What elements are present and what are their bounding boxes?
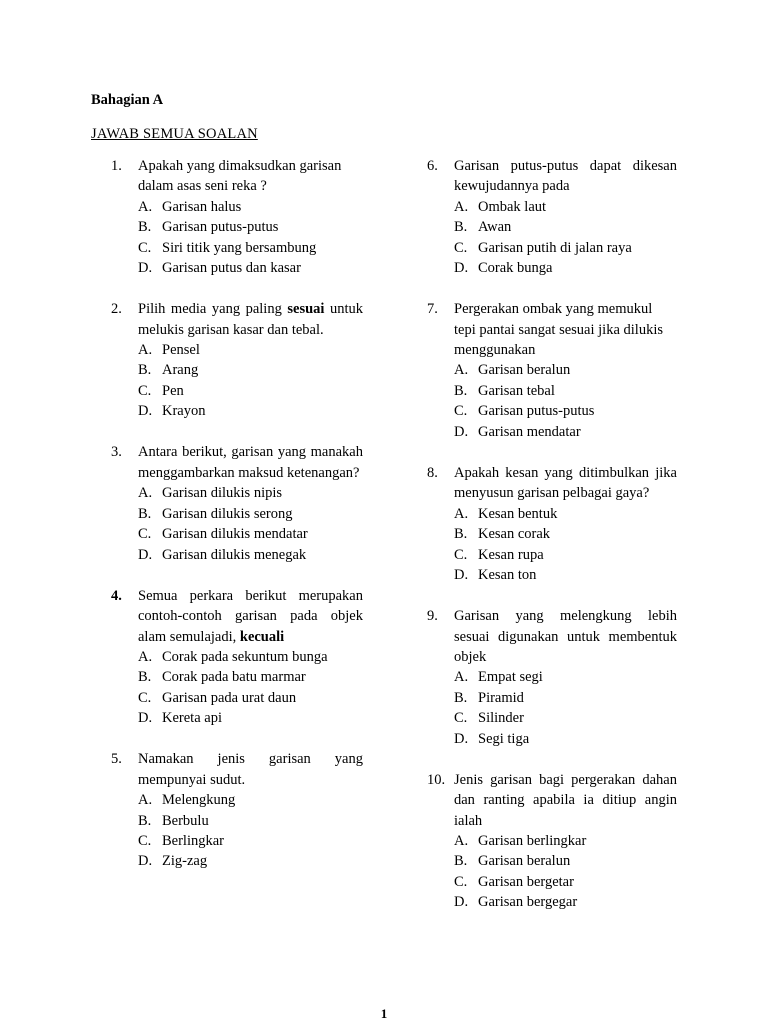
option-a[interactable]: A. Garisan dilukis nipis: [138, 485, 283, 502]
option-c[interactable]: C. Garisan putus-putus: [454, 403, 595, 420]
option-d[interactable]: D. Garisan dilukis menegak: [138, 546, 307, 563]
section-title: Bahagian A: [91, 92, 164, 108]
option-d[interactable]: D. Kereta api: [138, 710, 222, 727]
option-a[interactable]: A. Empat segi: [454, 669, 543, 686]
option-b[interactable]: B. Garisan dilukis serong: [138, 505, 293, 522]
option-c[interactable]: C. Berlingkar: [138, 832, 225, 849]
question-text: Garisan putus-putus dapat dikesan kewujudannya pada: [454, 158, 677, 195]
question-1: [111, 156, 363, 278]
option-c[interactable]: C. Garisan pada urat daun: [138, 689, 297, 706]
question-9: [427, 606, 677, 749]
question-number: 10.: [427, 771, 446, 788]
option-c[interactable]: C. Kesan rupa: [454, 546, 544, 563]
question-number: 9.: [427, 608, 438, 625]
option-c[interactable]: C. Garisan bergetar: [454, 873, 574, 890]
question-text: Garisan yang melengkung lebih sesuai digunakan untuk membentuk objek: [454, 608, 677, 665]
option-d[interactable]: D. Zig-zag: [138, 853, 208, 870]
question-text: Antara berikut, garisan yang manakah menggambarkan maksud ketenangan?: [138, 444, 363, 481]
question-text: Apakah kesan yang ditimbulkan jika menyusun garisan pelbagai gaya?: [454, 464, 677, 502]
option-c[interactable]: C. Pen: [138, 382, 184, 399]
option-d[interactable]: D. Segi tiga: [454, 730, 530, 747]
question-number: 2.: [111, 301, 122, 318]
option-a[interactable]: A. Corak pada sekuntum bunga: [138, 648, 328, 665]
option-d[interactable]: D. Kesan ton: [454, 566, 537, 583]
option-a[interactable]: A. Garisan beralun: [454, 362, 571, 379]
option-b[interactable]: B. Corak pada batu marmar: [138, 669, 306, 686]
question-text: Pilih media yang paling sesuai untuk melukis garisan kasar dan tebal.: [138, 301, 363, 338]
option-b[interactable]: B. Garisan beralun: [454, 853, 571, 870]
option-a[interactable]: A. Kesan bentuk: [454, 505, 558, 522]
question-2: [111, 299, 363, 421]
question-text: Apakah yang dimaksudkan garisan dalam asas seni reka ?: [138, 158, 342, 195]
option-b[interactable]: B. Garisan putus-putus: [138, 219, 279, 236]
question-5: [111, 749, 363, 871]
question-number: 4.: [111, 587, 122, 604]
option-b[interactable]: B. Arang: [138, 362, 199, 379]
option-c[interactable]: C. Siri titik yang bersambung: [138, 239, 317, 256]
question-8: [427, 463, 677, 585]
option-b[interactable]: B. Garisan tebal: [454, 382, 555, 399]
question-number: 1.: [111, 158, 122, 174]
question-number: 6.: [427, 158, 438, 174]
question-6: [427, 156, 677, 278]
question-3: [111, 442, 363, 564]
question-4: [111, 586, 363, 729]
questions-right-column: [427, 156, 677, 933]
question-number: 7.: [427, 301, 438, 318]
option-b[interactable]: B. Berbulu: [138, 812, 209, 829]
option-b[interactable]: B. Kesan corak: [454, 526, 551, 543]
option-c[interactable]: C. Silinder: [454, 710, 524, 727]
question-number: 8.: [427, 464, 438, 481]
option-b[interactable]: B. Piramid: [454, 689, 524, 706]
option-a[interactable]: A. Garisan berlingkar: [454, 832, 587, 849]
page-number: 1: [380, 1006, 388, 1021]
option-d[interactable]: D. Krayon: [138, 403, 206, 420]
option-d[interactable]: D. Corak bunga: [454, 260, 553, 277]
instruction-heading: JAWAB SEMUA SOALAN: [91, 126, 258, 142]
question-number: 3.: [111, 444, 122, 461]
question-10: [427, 770, 677, 913]
option-a[interactable]: A. Garisan halus: [138, 198, 242, 215]
option-a[interactable]: A. Pensel: [138, 342, 200, 359]
option-c[interactable]: C. Garisan dilukis mendatar: [138, 526, 308, 543]
question-text: Jenis garisan bagi pergerakan dahan dan ranting apabila ia ditiup angin ialah: [454, 771, 677, 829]
option-d[interactable]: D. Garisan putus dan kasar: [138, 260, 301, 277]
question-text: Namakan jenis garisan yang mempunyai sudut.: [138, 751, 363, 788]
option-a[interactable]: A. Melengkung: [138, 792, 236, 809]
option-d[interactable]: D. Garisan mendatar: [454, 423, 581, 440]
question-text: Pergerakan ombak yang memukul tepi pantai sangat sesuai jika dilukis menggunakan: [454, 301, 663, 359]
question-text: Semua perkara berikut merupakan contoh-contoh garisan pada objek alam semulajadi, kecuali: [138, 587, 363, 645]
option-a[interactable]: A. Ombak laut: [454, 198, 547, 215]
question-number: 5.: [111, 751, 122, 768]
option-c[interactable]: C. Garisan putih di jalan raya: [454, 239, 632, 256]
option-d[interactable]: D. Garisan bergegar: [454, 894, 578, 911]
option-b[interactable]: B. Awan: [454, 219, 512, 236]
questions-left-column: [111, 156, 363, 893]
question-7: [427, 299, 677, 442]
